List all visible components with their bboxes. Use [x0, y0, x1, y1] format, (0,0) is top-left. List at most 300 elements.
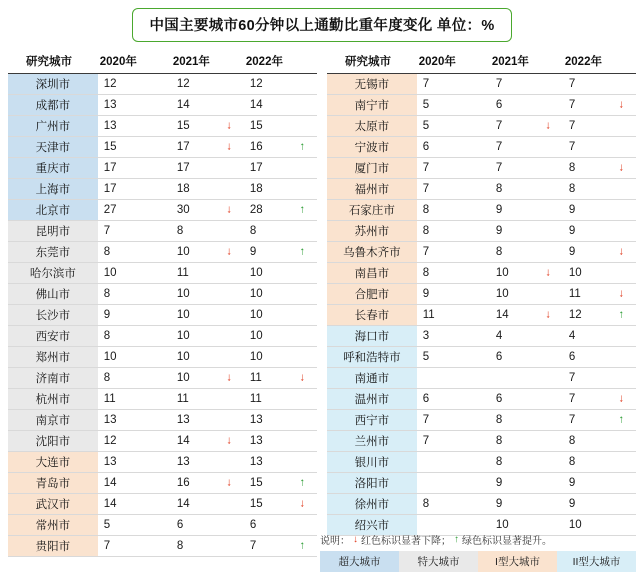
city-name-cell: 南京市 — [8, 410, 98, 431]
value-cell-2020 — [417, 263, 490, 284]
value-cell-2022 — [563, 200, 636, 221]
value-2020: 8 — [103, 288, 111, 300]
value-cell-2022 — [563, 137, 636, 158]
value-cell-2021 — [171, 368, 244, 389]
value-2021: 8 — [495, 456, 503, 468]
page-title: 中国主要城市60分钟以上通勤比重年度变化 单位：% — [132, 8, 511, 42]
value-2020: 6 — [422, 141, 430, 153]
value-2020: 5 — [103, 519, 111, 531]
value-cell-2021 — [490, 410, 563, 431]
table-row — [327, 200, 636, 221]
column-header-2022: 2022年 — [563, 50, 636, 74]
value-cell-2020 — [98, 158, 171, 179]
value-cell-2022 — [563, 452, 636, 473]
value-cell-2022 — [244, 116, 317, 137]
table-row — [8, 410, 317, 431]
value-cell-2021 — [171, 200, 244, 221]
value-cell-2022 — [244, 158, 317, 179]
value-2021: 4 — [495, 330, 503, 342]
value-2022: 15 — [249, 477, 263, 489]
value-cell-2020 — [98, 473, 171, 494]
value-cell-2021 — [171, 536, 244, 557]
value-2020: 13 — [103, 120, 117, 132]
left-table-body — [8, 74, 317, 557]
column-header-2021: 2021年 — [490, 50, 563, 74]
value-2020: 11 — [103, 393, 116, 405]
value-2021: 8 — [495, 183, 503, 195]
city-name-cell: 青岛市 — [8, 473, 98, 494]
city-name-cell: 南昌市 — [327, 263, 417, 284]
value-cell-2020 — [417, 494, 490, 515]
value-cell-2021 — [490, 284, 563, 305]
value-cell-2020 — [98, 452, 171, 473]
value-cell-2022 — [244, 536, 317, 557]
value-cell-2022 — [244, 389, 317, 410]
table-row — [327, 221, 636, 242]
table-row — [8, 242, 317, 263]
table-row — [327, 431, 636, 452]
city-name-cell: 杭州市 — [8, 389, 98, 410]
value-cell-2022 — [563, 326, 636, 347]
value-2020: 9 — [422, 288, 430, 300]
value-cell-2021 — [171, 263, 244, 284]
trend-down-icon: ↓ — [618, 98, 624, 111]
value-cell-2021 — [171, 452, 244, 473]
trend-down-icon: ↓ — [226, 371, 232, 384]
note-up-text: 绿色标识显著提升。 — [462, 536, 552, 547]
title-container — [8, 8, 636, 42]
value-cell-2020 — [417, 284, 490, 305]
table-row — [327, 326, 636, 347]
tables-container — [8, 50, 636, 557]
value-cell-2022 — [244, 95, 317, 116]
value-2021: 11 — [176, 267, 189, 279]
table-row — [327, 263, 636, 284]
value-cell-2022 — [563, 473, 636, 494]
value-cell-2020 — [98, 494, 171, 515]
value-2020: 14 — [103, 477, 117, 489]
value-2021: 6 — [176, 519, 184, 531]
city-name-cell: 广州市 — [8, 116, 98, 137]
value-2022: 7 — [568, 372, 576, 384]
value-cell-2022 — [244, 179, 317, 200]
city-name-cell: 长春市 — [327, 305, 417, 326]
city-name-cell: 无锡市 — [327, 74, 417, 95]
value-2021: 8 — [495, 246, 503, 258]
value-2022: 13 — [249, 435, 263, 447]
table-row — [327, 452, 636, 473]
value-2020: 8 — [422, 267, 430, 279]
value-cell-2021 — [490, 179, 563, 200]
value-cell-2021 — [490, 368, 563, 389]
value-2022: 10 — [249, 330, 263, 342]
legend-item: 特大城市 — [399, 551, 478, 572]
value-cell-2020 — [98, 410, 171, 431]
value-cell-2020 — [417, 74, 490, 95]
trend-up-icon: ↑ — [618, 308, 624, 321]
table-row — [8, 284, 317, 305]
value-2020: 17 — [103, 183, 117, 195]
value-cell-2021 — [490, 221, 563, 242]
legend-item: II型大城市 — [557, 551, 636, 572]
city-name-cell: 南通市 — [327, 368, 417, 389]
value-2021: 12 — [176, 78, 190, 90]
value-2022: 7 — [568, 393, 576, 405]
value-2021: 10 — [495, 288, 509, 300]
value-2021: 9 — [495, 498, 503, 510]
city-name-cell: 哈尔滨市 — [8, 263, 98, 284]
city-name-cell: 东莞市 — [8, 242, 98, 263]
value-2022: 11 — [568, 288, 581, 300]
value-cell-2022 — [244, 221, 317, 242]
value-2022: 4 — [568, 330, 576, 342]
value-2020: 7 — [422, 414, 430, 426]
city-name-cell: 北京市 — [8, 200, 98, 221]
column-header-2022: 2022年 — [244, 50, 317, 74]
table-row — [327, 95, 636, 116]
table-row — [327, 473, 636, 494]
value-2021: 15 — [176, 120, 190, 132]
footer — [320, 532, 636, 572]
value-2022: 9 — [568, 225, 576, 237]
city-name-cell: 西宁市 — [327, 410, 417, 431]
value-2020: 17 — [103, 162, 117, 174]
value-cell-2021 — [171, 221, 244, 242]
value-cell-2022 — [244, 200, 317, 221]
value-cell-2020 — [98, 221, 171, 242]
value-2020: 12 — [103, 78, 117, 90]
right-table-body — [327, 74, 636, 536]
table-row — [327, 137, 636, 158]
value-cell-2021 — [171, 242, 244, 263]
value-cell-2021 — [490, 95, 563, 116]
value-2021: 14 — [495, 309, 509, 321]
value-cell-2020 — [98, 431, 171, 452]
value-2022: 17 — [249, 162, 263, 174]
value-cell-2021 — [490, 200, 563, 221]
table-row — [327, 347, 636, 368]
note-prefix: 说明： — [320, 536, 350, 547]
value-cell-2021 — [490, 158, 563, 179]
value-cell-2020 — [98, 263, 171, 284]
value-2021: 17 — [176, 162, 190, 174]
table-row — [8, 158, 317, 179]
value-cell-2021 — [171, 494, 244, 515]
value-cell-2022 — [563, 347, 636, 368]
trend-down-icon: ↓ — [618, 392, 624, 405]
value-2020: 5 — [422, 120, 430, 132]
value-2020: 11 — [422, 309, 435, 321]
table-row — [8, 452, 317, 473]
value-2022: 9 — [568, 498, 576, 510]
city-name-cell: 呼和浩特市 — [327, 347, 417, 368]
city-name-cell: 温州市 — [327, 389, 417, 410]
value-cell-2022 — [244, 305, 317, 326]
value-2021: 10 — [495, 519, 509, 531]
table-row — [8, 305, 317, 326]
value-cell-2020 — [417, 221, 490, 242]
value-cell-2022 — [563, 74, 636, 95]
trend-up-icon: ↑ — [299, 140, 305, 153]
city-name-cell: 郑州市 — [8, 347, 98, 368]
value-2020: 5 — [422, 99, 430, 111]
value-cell-2022 — [244, 284, 317, 305]
city-name-cell: 昆明市 — [8, 221, 98, 242]
table-row — [8, 137, 317, 158]
value-cell-2020 — [417, 179, 490, 200]
city-name-cell: 武汉市 — [8, 494, 98, 515]
legend-item: 超大城市 — [320, 551, 399, 572]
city-name-cell: 苏州市 — [327, 221, 417, 242]
value-2021: 30 — [176, 204, 190, 216]
trend-down-icon: ↓ — [299, 371, 305, 384]
value-cell-2022 — [563, 368, 636, 389]
value-2020: 12 — [103, 435, 117, 447]
trend-down-icon: ↓ — [618, 287, 624, 300]
legend-item: I型大城市 — [478, 551, 557, 572]
city-name-cell: 宁波市 — [327, 137, 417, 158]
table-row — [8, 95, 317, 116]
value-cell-2021 — [171, 410, 244, 431]
value-cell-2020 — [417, 326, 490, 347]
value-2021: 10 — [495, 267, 509, 279]
value-2021: 13 — [176, 414, 190, 426]
column-header-2021: 2021年 — [171, 50, 244, 74]
right-table — [327, 50, 636, 536]
value-cell-2020 — [417, 158, 490, 179]
city-name-cell: 太原市 — [327, 116, 417, 137]
value-2020: 27 — [103, 204, 117, 216]
value-cell-2021 — [171, 116, 244, 137]
trend-down-icon: ↓ — [226, 140, 232, 153]
value-2021: 8 — [495, 435, 503, 447]
value-cell-2020 — [417, 116, 490, 137]
table-row — [327, 368, 636, 389]
value-cell-2022 — [563, 389, 636, 410]
value-2022: 16 — [249, 141, 263, 153]
value-2021: 9 — [495, 225, 503, 237]
value-2021: 14 — [176, 498, 190, 510]
value-2021: 8 — [176, 225, 184, 237]
value-cell-2022 — [563, 158, 636, 179]
value-2021: 6 — [495, 393, 503, 405]
value-2022: 10 — [249, 309, 263, 321]
value-cell-2022 — [244, 431, 317, 452]
note-down-text: 红色标识显著下降； — [361, 536, 451, 547]
value-cell-2021 — [171, 305, 244, 326]
value-cell-2021 — [171, 179, 244, 200]
city-name-cell: 常州市 — [8, 515, 98, 536]
table-header-row — [327, 50, 636, 74]
trend-down-icon: ↓ — [226, 476, 232, 489]
trend-up-icon: ↑ — [299, 203, 305, 216]
value-2020: 7 — [422, 435, 430, 447]
table-row — [8, 473, 317, 494]
value-2021: 7 — [495, 141, 503, 153]
table-row — [327, 494, 636, 515]
value-cell-2020 — [98, 74, 171, 95]
table-header-row — [8, 50, 317, 74]
value-cell-2021 — [490, 74, 563, 95]
value-cell-2022 — [244, 137, 317, 158]
value-cell-2021 — [490, 431, 563, 452]
value-cell-2022 — [244, 410, 317, 431]
value-2020: 13 — [103, 414, 117, 426]
city-name-cell: 乌鲁木齐市 — [327, 242, 417, 263]
value-cell-2022 — [244, 515, 317, 536]
trend-down-icon: ↓ — [545, 266, 551, 279]
value-cell-2021 — [171, 515, 244, 536]
value-2021: 18 — [176, 183, 190, 195]
value-2022: 10 — [249, 351, 263, 363]
value-cell-2021 — [490, 494, 563, 515]
value-2022: 10 — [568, 267, 582, 279]
value-2022: 13 — [249, 456, 263, 468]
value-cell-2020 — [417, 368, 490, 389]
value-cell-2022 — [244, 368, 317, 389]
value-cell-2020 — [98, 368, 171, 389]
value-2020: 7 — [422, 162, 430, 174]
value-cell-2022 — [563, 410, 636, 431]
value-cell-2020 — [417, 137, 490, 158]
trend-up-icon: ↑ — [299, 476, 305, 489]
value-2021: 8 — [495, 414, 503, 426]
city-name-cell: 银川市 — [327, 452, 417, 473]
table-row — [8, 221, 317, 242]
value-2022: 14 — [249, 99, 263, 111]
value-2022: 8 — [249, 225, 257, 237]
value-2022: 8 — [568, 162, 576, 174]
table-row — [8, 494, 317, 515]
value-2021: 9 — [495, 204, 503, 216]
table-row — [8, 347, 317, 368]
value-cell-2022 — [563, 116, 636, 137]
value-2022: 7 — [568, 78, 576, 90]
value-2020: 5 — [422, 351, 430, 363]
table-row — [327, 116, 636, 137]
value-cell-2021 — [171, 158, 244, 179]
value-2021: 7 — [495, 162, 503, 174]
city-name-cell: 厦门市 — [327, 158, 417, 179]
table-row — [8, 389, 317, 410]
value-2020: 8 — [103, 372, 111, 384]
value-2021: 10 — [176, 330, 190, 342]
value-cell-2020 — [98, 389, 171, 410]
value-cell-2022 — [244, 326, 317, 347]
left-table — [8, 50, 317, 557]
value-2022: 8 — [568, 435, 576, 447]
table-row — [8, 116, 317, 137]
value-cell-2021 — [490, 389, 563, 410]
value-cell-2021 — [490, 116, 563, 137]
value-cell-2022 — [563, 179, 636, 200]
table-row — [327, 242, 636, 263]
value-2022: 9 — [568, 477, 576, 489]
table-row — [327, 284, 636, 305]
column-header-city: 研究城市 — [327, 50, 417, 74]
trend-up-icon: ↑ — [299, 245, 305, 258]
value-cell-2022 — [563, 242, 636, 263]
table-row — [327, 179, 636, 200]
city-name-cell: 天津市 — [8, 137, 98, 158]
value-cell-2021 — [171, 431, 244, 452]
trend-up-icon: ↑ — [299, 539, 305, 552]
value-cell-2022 — [563, 431, 636, 452]
value-2022: 9 — [249, 246, 257, 258]
value-2022: 12 — [568, 309, 582, 321]
value-2022: 8 — [568, 183, 576, 195]
down-arrow-icon: ↓ — [353, 534, 358, 545]
table-row — [8, 326, 317, 347]
right-column — [327, 50, 636, 536]
city-name-cell: 福州市 — [327, 179, 417, 200]
city-name-cell: 西安市 — [8, 326, 98, 347]
value-2022: 15 — [249, 120, 263, 132]
value-2020: 15 — [103, 141, 117, 153]
trend-down-icon: ↓ — [618, 245, 624, 258]
trend-down-icon: ↓ — [226, 245, 232, 258]
value-2022: 13 — [249, 414, 263, 426]
value-2020: 9 — [103, 309, 111, 321]
value-cell-2022 — [563, 494, 636, 515]
table-row — [327, 158, 636, 179]
value-2021: 7 — [495, 78, 503, 90]
value-2022: 10 — [249, 267, 263, 279]
trend-down-icon: ↓ — [618, 161, 624, 174]
value-2022: 15 — [249, 498, 263, 510]
value-cell-2022 — [244, 74, 317, 95]
value-cell-2021 — [171, 326, 244, 347]
value-cell-2022 — [244, 263, 317, 284]
value-cell-2021 — [490, 347, 563, 368]
value-2021: 10 — [176, 309, 190, 321]
legend — [320, 551, 636, 572]
value-cell-2021 — [490, 305, 563, 326]
value-cell-2021 — [171, 347, 244, 368]
value-cell-2020 — [417, 95, 490, 116]
value-cell-2020 — [417, 473, 490, 494]
value-2021: 10 — [176, 246, 190, 258]
value-cell-2021 — [171, 473, 244, 494]
column-header-2020: 2020年 — [417, 50, 490, 74]
table-row — [327, 410, 636, 431]
column-header-2020: 2020年 — [98, 50, 171, 74]
value-cell-2021 — [490, 452, 563, 473]
city-name-cell: 佛山市 — [8, 284, 98, 305]
value-2022: 10 — [568, 519, 582, 531]
table-row — [327, 74, 636, 95]
table-row — [327, 305, 636, 326]
trend-down-icon: ↓ — [226, 119, 232, 132]
value-cell-2022 — [244, 494, 317, 515]
value-cell-2021 — [171, 389, 244, 410]
value-2020: 3 — [422, 330, 430, 342]
value-cell-2020 — [417, 242, 490, 263]
city-name-cell: 洛阳市 — [327, 473, 417, 494]
value-2021: 10 — [176, 288, 190, 300]
city-name-cell: 重庆市 — [8, 158, 98, 179]
left-column — [8, 50, 317, 557]
value-2022: 8 — [568, 456, 576, 468]
value-cell-2022 — [244, 452, 317, 473]
value-cell-2022 — [563, 263, 636, 284]
city-name-cell: 合肥市 — [327, 284, 417, 305]
city-name-cell: 石家庄市 — [327, 200, 417, 221]
value-2021: 7 — [495, 120, 503, 132]
value-cell-2020 — [98, 536, 171, 557]
city-name-cell: 海口市 — [327, 326, 417, 347]
note-text — [320, 532, 636, 547]
